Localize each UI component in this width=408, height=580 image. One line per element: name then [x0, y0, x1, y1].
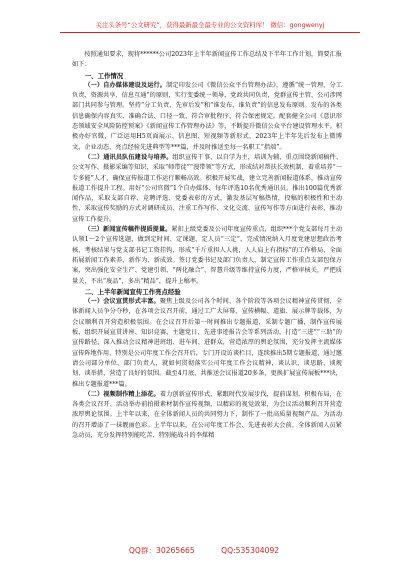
subsection-heading: （一）会议宣贯形式丰富。 [84, 298, 160, 306]
subsection-heading: （二）通讯员队伍建设与培养。 [84, 153, 173, 161]
subsection-heading: （一）自办媒体建设及运行。 [84, 81, 167, 89]
subsection-text: 制定印发公司《微信公众平台管理办法》，遵循“统一管理、分工负责、资源共享、信息互通”的原则，实行变委统一领导，党政共同负责，党群宣传主管，公司涉网部门共同参与管理。坚持“分工负责、先审后发”和“谁发布、谁负责”的信息发布原则。发布的各类信息确保内容真实、准确合法、口径一致、符合审批程序、符合保密规定。配套健全公司《意识形态领域安全风险防控预案》《新闻宣传工作管理办法》等，不断提升微信公众平台建设管理水平。积极办好官微，广泛运用H5页面展示、信息图、短视频等新形式，2023年上半年先后发布上微博文、企业动态、亮点经验先进典型等***篇，并及时推送至每一名职工“指端”。 [72, 81, 343, 151]
document-body [72, 50, 342, 441]
subsection-text: 组织宣传干事，以自学为主，培训为辅，重点围绕新闻稿件、公文写作、摄影采编等知识，采取“师带徒”“漫带领”等方式，形成结对帮扶长效机制，着重培养“一专多能”人才，确保宣传报道工作运行顺畅高效。积极开展实战，建立完善新闻报道体系，推动宣传报道工作提升工程。用好“公司官微”1个自办媒体、每年评选10名优秀通讯员，推出100篇优秀新闻作品，采取支部自荐、竞聘评选、党委表彰的方式，激发基层写稿热情，投稿的积极性和主动性，采取宣传奖励的方式对调研成员、注重工作写作、文化交流、宣传写作等方面进行表彰，推动宣传工作提升。 [72, 153, 343, 223]
footer-qq: QQ:535304092 [221, 546, 280, 555]
subsection-paragraph [72, 390, 342, 441]
section-heading: 二、上半年新闻宣传工作亮点经验 [84, 287, 181, 296]
body-paragraph: 按照通知要求，现将******公司2023年上半年新闻宣传工作总结及下半年工作计划，简要汇报如下： [72, 51, 342, 69]
footer-qq-group: QQ群：30265665 [128, 546, 195, 555]
section-heading: 一、工作情况 [84, 71, 124, 80]
subsection-paragraph [72, 297, 342, 390]
subsection-paragraph [72, 153, 342, 225]
subsection-text: 着力创新宣传形式，紧跟时代发展步伐，提前谋划，积极布局，在各类会议召开、活动举办前拍摄素材制作宣传视频，以精彩的视觉效果，为会议活动顺利召开营造浓厚舆论氛围。上半年以来，在全体新闻人员的共同努力下，制作了一批高质量视频产品，为活动的召开增添了一抹靓丽色彩。上半年以来，在公司年度工作会、先进表彰大会前，全体新闻人员紧急动员，充分发挥特别能吃苦、特别能战斗的李煤精 [72, 390, 343, 439]
subsection-text: 聚焦上级及公司各个时间、各个阶段等各项会议精神宣传贯彻，全体新闻人员争分夺秒，在各项会议召开前，通过工广大屏幕、宣传横幅、道旗、展示牌等载体，为会议顺利召开营造积极氛围。在会议召开后第一时间推出专题报道，采制专题广播，制作宣传展板，组织开展宣贯讲座、知识竞赛、主题党日、先进事迹报告会等系列活动，打造“三进”“三助”的宣传路径，深入推动会议精神进班组、进车间、进群众，营造浓厚的舆论氛围，充分发挥主流媒体宣传阵地作用，特别是公司年度工作会召开后，专门开设访谈栏目，连续推出5期专题报道，通过邀请公司部分单位、部门负责人，就如何贯彻落实公司年度工作会议精神，谈认识、谈思路、谈规划、谈举措，营造了良好的氛围。截至4月底，共推送会议报道20多条，更换扩展宣传展板***块，推出专题报道***篇。 [72, 298, 343, 388]
subsection-text: 紧扣上级党委及公司年度宣传重点，组织***个党支部每月主动认领1～2个宣传选题，做到定时间、定课题、定人员“三定”，完成情况纳入月度党建思想政治考核，考核结果与党支部书记工资挂钩，形成“千斤重担人人挑，人人肩上有指标”的工作格局，全面拓展新闻工作素养、新作为、新成效。签订党委书记及部门负责人，制定宣传工作重点支部包保方案，突出强化安全生产、党建引领、“两化融合”、智慧升级等维持宣传力度，严格审核关，严把质量关，不出“废品”，多出“精品”，提升上稿率。 [72, 226, 343, 285]
subsection-heading: （二）视频制作精上添花。 [84, 390, 160, 398]
subsection-paragraph [72, 225, 342, 287]
footer [0, 545, 408, 556]
subsection-heading: （三）新闻宣传稿件提质提量。 [84, 226, 172, 234]
subsection-paragraph [72, 81, 342, 153]
header-banner: 关注头条号“公文研究”，获得最新最全最专业的公文资料库！ 微信：gongwenyj [60, 20, 360, 33]
